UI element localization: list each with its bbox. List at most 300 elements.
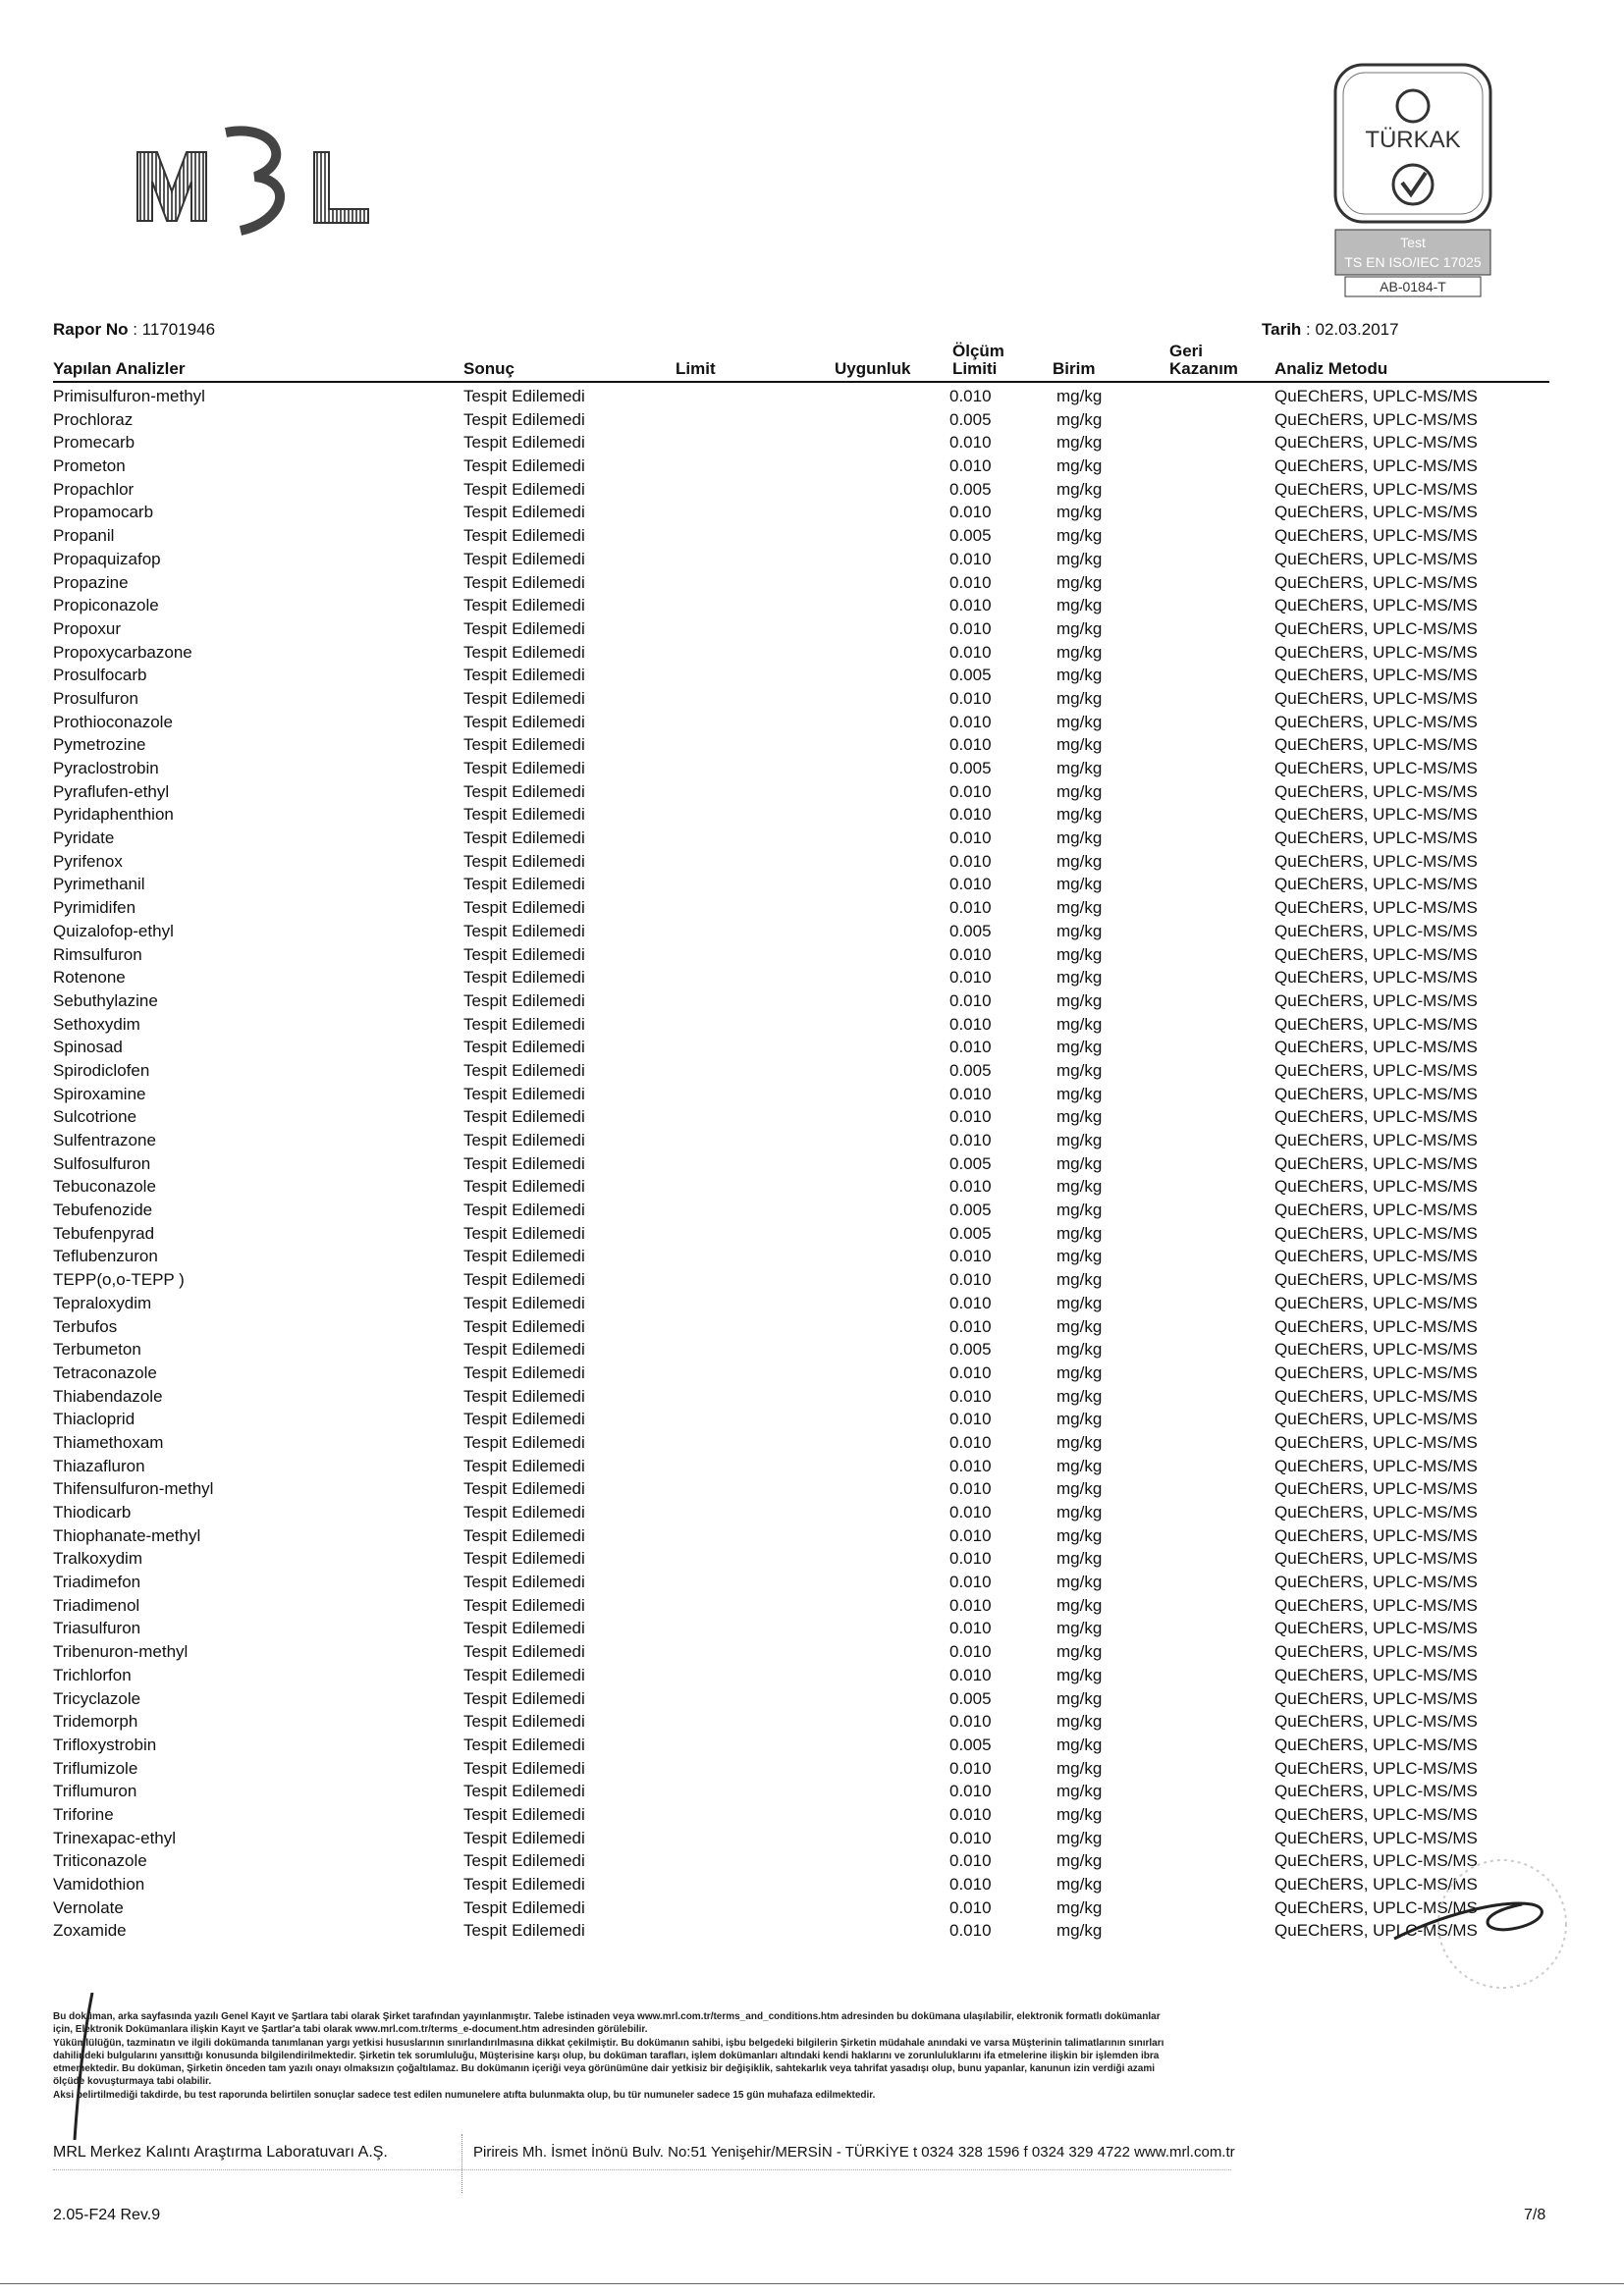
loq-value: 0.010 (949, 1362, 992, 1382)
loq-value: 0.010 (949, 1503, 992, 1522)
loq-value: 0.010 (949, 1525, 992, 1545)
method-value: QuEChERS, UPLC-MS/MS (1274, 968, 1478, 988)
analysis-name: Primisulfuron-methyl (53, 387, 205, 405)
method-value: QuEChERS, UPLC-MS/MS (1274, 1828, 1478, 1847)
method-value: QuEChERS, UPLC-MS/MS (1274, 688, 1478, 708)
analysis-name: Tebuconazole (53, 1177, 156, 1197)
table-row (53, 454, 1549, 478)
result-value: Tespit Edilemedi (463, 1573, 585, 1592)
result-value: Tespit Edilemedi (463, 1828, 585, 1847)
loq-value: 0.010 (949, 618, 992, 638)
table-row (53, 431, 1549, 454)
result-value: Tespit Edilemedi (463, 1153, 585, 1173)
method-value: QuEChERS, UPLC-MS/MS (1274, 1479, 1478, 1499)
loq-value: 0.010 (949, 1131, 992, 1149)
legal-note-line: dahilindeki bulgularını yansıttığı konusunda bilgilendirilmektedir. Şirketin tek sorumluluğu, Müşterisine karşı olup, bu doküman tarafları, işlem dokümanları altındaki kendi haklarını ve zorunluluklarını ifa etmelerine ilişkin bir işlemden ibra (53, 2050, 1160, 2061)
result-value: Tespit Edilemedi (463, 526, 585, 546)
header-result: Sonuç (463, 359, 514, 378)
method-value: QuEChERS, UPLC-MS/MS (1274, 1875, 1478, 1894)
unit-value: mg/kg (1056, 1223, 1103, 1243)
results-table-body (53, 385, 1549, 1943)
result-value: Tespit Edilemedi (463, 1595, 585, 1615)
loq-value: 0.005 (949, 1153, 992, 1173)
loq-value: 0.005 (949, 1060, 992, 1080)
unit-value: mg/kg (1056, 549, 1103, 568)
unit-value: mg/kg (1056, 1410, 1103, 1429)
loq-value: 0.005 (949, 1340, 992, 1360)
result-value: Tespit Edilemedi (463, 1525, 585, 1545)
turkak-standard-line2: TS EN ISO/IEC 17025 (1344, 254, 1482, 270)
method-value: QuEChERS, UPLC-MS/MS (1274, 1410, 1478, 1429)
analysis-name: Tetraconazole (53, 1362, 157, 1382)
analysis-name: Propazine (53, 572, 129, 592)
method-value: QuEChERS, UPLC-MS/MS (1274, 1153, 1478, 1173)
method-value: QuEChERS, UPLC-MS/MS (1274, 1432, 1478, 1452)
loq-value: 0.010 (949, 549, 992, 568)
unit-value: mg/kg (1056, 1782, 1103, 1801)
result-value: Tespit Edilemedi (463, 1293, 585, 1312)
method-value: QuEChERS, UPLC-MS/MS (1274, 1897, 1478, 1917)
table-row (53, 1687, 1549, 1711)
loq-value: 0.010 (949, 968, 992, 988)
analysis-name: Prometon (53, 456, 126, 476)
unit-value: mg/kg (1056, 1758, 1103, 1778)
loq-value: 0.010 (949, 1386, 992, 1406)
loq-value: 0.005 (949, 759, 992, 777)
header-method: Analiz Metodu (1274, 359, 1388, 378)
table-row (53, 943, 1549, 967)
result-value: Tespit Edilemedi (463, 1362, 585, 1382)
loq-value: 0.010 (949, 1573, 992, 1592)
result-value: Tespit Edilemedi (463, 1316, 585, 1336)
analysis-name: Tebufenpyrad (53, 1223, 155, 1243)
analysis-name: Prochloraz (53, 409, 134, 429)
unit-value: mg/kg (1056, 409, 1103, 429)
unit-value: mg/kg (1056, 781, 1103, 801)
method-value: QuEChERS, UPLC-MS/MS (1274, 1503, 1478, 1522)
method-value: QuEChERS, UPLC-MS/MS (1274, 875, 1478, 894)
table-row (53, 1803, 1549, 1827)
loq-value: 0.010 (949, 1293, 992, 1312)
unit-value: mg/kg (1056, 1525, 1103, 1545)
unit-value: mg/kg (1056, 456, 1103, 476)
analysis-name: Rotenone (53, 968, 126, 988)
loq-value: 0.010 (949, 781, 992, 801)
unit-value: mg/kg (1056, 759, 1103, 777)
method-value: QuEChERS, UPLC-MS/MS (1274, 1688, 1478, 1708)
method-value: QuEChERS, UPLC-MS/MS (1274, 549, 1478, 568)
unit-value: mg/kg (1056, 735, 1103, 755)
analysis-name: Pymetrozine (53, 735, 146, 755)
method-value: QuEChERS, UPLC-MS/MS (1274, 781, 1478, 801)
loq-value: 0.010 (949, 851, 992, 871)
result-value: Tespit Edilemedi (463, 1503, 585, 1522)
method-value: QuEChERS, UPLC-MS/MS (1274, 456, 1478, 476)
loq-value: 0.010 (949, 712, 992, 731)
header-loq-line1: Ölçüm (952, 342, 1004, 360)
header-compliance: Uygunluk (835, 359, 911, 378)
result-value: Tespit Edilemedi (463, 712, 585, 731)
analysis-name: Thiophanate-methyl (53, 1525, 201, 1545)
unit-value: mg/kg (1056, 1642, 1103, 1662)
method-value: QuEChERS, UPLC-MS/MS (1274, 1758, 1478, 1778)
loq-value: 0.010 (949, 828, 992, 848)
unit-value: mg/kg (1056, 898, 1103, 918)
method-value: QuEChERS, UPLC-MS/MS (1274, 1038, 1478, 1057)
result-value: Tespit Edilemedi (463, 1642, 585, 1662)
method-value: QuEChERS, UPLC-MS/MS (1274, 1060, 1478, 1080)
loq-value: 0.010 (949, 433, 992, 453)
unit-value: mg/kg (1056, 1665, 1103, 1684)
result-value: Tespit Edilemedi (463, 1247, 585, 1266)
analysis-name: Pyridate (53, 828, 115, 848)
turkak-standard-line1: Test (1400, 235, 1426, 250)
table-row (53, 1083, 1549, 1106)
unit-value: mg/kg (1056, 1270, 1103, 1290)
result-value: Tespit Edilemedi (463, 1014, 585, 1034)
table-row (53, 1757, 1549, 1781)
loq-value: 0.010 (949, 1851, 992, 1871)
analysis-name: Sethoxydim (53, 1014, 140, 1034)
loq-value: 0.010 (949, 990, 992, 1010)
unit-value: mg/kg (1056, 387, 1103, 405)
loq-value: 0.010 (949, 944, 992, 964)
table-row (53, 1315, 1549, 1339)
loq-value: 0.005 (949, 1735, 992, 1754)
result-value: Tespit Edilemedi (463, 1549, 585, 1569)
unit-value: mg/kg (1056, 1362, 1103, 1382)
loq-value: 0.005 (949, 526, 992, 546)
table-row (53, 1617, 1549, 1640)
table-row (53, 827, 1549, 850)
unit-value: mg/kg (1056, 1688, 1103, 1708)
unit-value: mg/kg (1056, 1828, 1103, 1847)
result-value: Tespit Edilemedi (463, 503, 585, 522)
result-value: Tespit Edilemedi (463, 851, 585, 871)
unit-value: mg/kg (1056, 1107, 1103, 1127)
loq-value: 0.010 (949, 1642, 992, 1662)
table-row (53, 478, 1549, 502)
result-value: Tespit Edilemedi (463, 456, 585, 476)
unit-value: mg/kg (1056, 1060, 1103, 1080)
analysis-name: Zoxamide (53, 1921, 127, 1941)
unit-value: mg/kg (1056, 503, 1103, 522)
table-row (53, 594, 1549, 617)
analysis-name: Quizalofop-ethyl (53, 921, 174, 940)
analysis-name: Thiacloprid (53, 1410, 135, 1429)
unit-value: mg/kg (1056, 1595, 1103, 1615)
method-value: QuEChERS, UPLC-MS/MS (1274, 387, 1478, 405)
analysis-name: Trinexapac-ethyl (53, 1828, 177, 1847)
result-value: Tespit Edilemedi (463, 1758, 585, 1778)
method-value: QuEChERS, UPLC-MS/MS (1274, 944, 1478, 964)
method-value: QuEChERS, UPLC-MS/MS (1274, 828, 1478, 848)
analysis-name: Thiazafluron (53, 1456, 145, 1475)
table-row (53, 1547, 1549, 1571)
table-row (53, 1385, 1549, 1409)
loq-value: 0.010 (949, 1107, 992, 1127)
table-row (53, 1664, 1549, 1687)
table-row (53, 1362, 1549, 1385)
result-value: Tespit Edilemedi (463, 688, 585, 708)
result-value: Tespit Edilemedi (463, 1665, 585, 1684)
method-value: QuEChERS, UPLC-MS/MS (1274, 1782, 1478, 1801)
method-value: QuEChERS, UPLC-MS/MS (1274, 1362, 1478, 1382)
method-value: QuEChERS, UPLC-MS/MS (1274, 409, 1478, 429)
analysis-name: Tralkoxydim (53, 1549, 142, 1569)
unit-value: mg/kg (1056, 688, 1103, 708)
footer-rule (53, 2169, 1231, 2170)
footer-divider (461, 2134, 463, 2193)
result-value: Tespit Edilemedi (463, 828, 585, 848)
result-value: Tespit Edilemedi (463, 1735, 585, 1754)
analysis-name: Prosulfocarb (53, 666, 147, 685)
unit-value: mg/kg (1056, 1897, 1103, 1917)
method-value: QuEChERS, UPLC-MS/MS (1274, 1131, 1478, 1149)
report-number-label: Rapor No (53, 320, 129, 339)
unit-value: mg/kg (1056, 1131, 1103, 1149)
loq-value: 0.010 (949, 1595, 992, 1615)
loq-value: 0.005 (949, 1201, 992, 1220)
table-row (53, 1571, 1549, 1594)
result-value: Tespit Edilemedi (463, 479, 585, 499)
header-limit: Limit (676, 359, 716, 378)
table-row (53, 1059, 1549, 1083)
unit-value: mg/kg (1056, 1804, 1103, 1824)
result-value: Tespit Edilemedi (463, 1340, 585, 1360)
analysis-name: Prothioconazole (53, 712, 173, 731)
unit-value: mg/kg (1056, 828, 1103, 848)
method-value: QuEChERS, UPLC-MS/MS (1274, 479, 1478, 499)
analysis-name: Spiroxamine (53, 1084, 146, 1103)
method-value: QuEChERS, UPLC-MS/MS (1274, 898, 1478, 918)
analysis-name: Pyraclostrobin (53, 759, 159, 777)
method-value: QuEChERS, UPLC-MS/MS (1274, 503, 1478, 522)
unit-value: mg/kg (1056, 1340, 1103, 1360)
result-value: Tespit Edilemedi (463, 944, 585, 964)
result-value: Tespit Edilemedi (463, 990, 585, 1010)
result-value: Tespit Edilemedi (463, 759, 585, 777)
method-value: QuEChERS, UPLC-MS/MS (1274, 1223, 1478, 1243)
legal-note-line: Yükümlülüğün, tazminatın ve ilgili dokümanda tanımlanan yargı yetkisi hususlarının sınırlandırılmasına dikkat çekilmiştir. Bu dokümanın sahibi, işbu belgedeki bilgilerin Şirketin müdahale anındaki ve varsa Müşterinin talimatlarının sınırları (53, 2037, 1164, 2049)
result-value: Tespit Edilemedi (463, 1479, 585, 1499)
table-row (53, 989, 1549, 1013)
loq-value: 0.010 (949, 1665, 992, 1684)
result-value: Tespit Edilemedi (463, 1619, 585, 1638)
loq-value: 0.010 (949, 805, 992, 825)
result-value: Tespit Edilemedi (463, 1223, 585, 1243)
legal-note-line: için, Elektronik Dokümanlara ilişkin Kayıt ve Şartlar'a tabi olarak www.mrl.com.tr/terms_e-document.htm adresinden görülebilir. (53, 2024, 648, 2036)
loq-value: 0.010 (949, 1014, 992, 1034)
analysis-name: Rimsulfuron (53, 944, 142, 964)
result-value: Tespit Edilemedi (463, 1201, 585, 1220)
table-row (53, 1477, 1549, 1501)
analysis-name: Pyrimethanil (53, 875, 145, 894)
loq-value: 0.005 (949, 921, 992, 940)
method-value: QuEChERS, UPLC-MS/MS (1274, 805, 1478, 825)
loq-value: 0.010 (949, 456, 992, 476)
analysis-name: Trichlorfon (53, 1665, 132, 1684)
legal-note-line: ölçüde kovuşturmaya tabi olabilir. (53, 2076, 212, 2088)
table-row (53, 711, 1549, 734)
analysis-name: Pyrimidifen (53, 898, 136, 918)
analysis-name: Pyridaphenthion (53, 805, 174, 825)
loq-value: 0.010 (949, 1410, 992, 1429)
method-value: QuEChERS, UPLC-MS/MS (1274, 921, 1478, 940)
analysis-name: Thiabendazole (53, 1386, 163, 1406)
analysis-name: Sebuthylazine (53, 990, 158, 1010)
table-row (53, 1710, 1549, 1734)
loq-value: 0.010 (949, 642, 992, 662)
analysis-name: Triadimenol (53, 1595, 140, 1615)
header-loq-line2: Limiti (952, 359, 998, 378)
unit-value: mg/kg (1056, 1247, 1103, 1266)
loq-value: 0.010 (949, 1828, 992, 1847)
unit-value: mg/kg (1056, 1293, 1103, 1312)
table-row (53, 548, 1549, 571)
unit-value: mg/kg (1056, 479, 1103, 499)
loq-value: 0.010 (949, 1084, 992, 1103)
loq-value: 0.010 (949, 1619, 992, 1638)
unit-value: mg/kg (1056, 1921, 1103, 1941)
footer-company: MRL Merkez Kalıntı Araştırma Laboratuvarı A.Ş. (53, 2144, 388, 2161)
analysis-name: Triadimefon (53, 1573, 141, 1592)
result-value: Tespit Edilemedi (463, 1060, 585, 1080)
unit-value: mg/kg (1056, 1201, 1103, 1220)
method-value: QuEChERS, UPLC-MS/MS (1274, 1549, 1478, 1569)
legal-notes (53, 2010, 1577, 2102)
loq-value: 0.010 (949, 1782, 992, 1801)
analysis-name: Pyraflufen-ethyl (53, 781, 170, 801)
result-value: Tespit Edilemedi (463, 666, 585, 685)
analysis-name: Tricyclazole (53, 1688, 141, 1708)
method-value: QuEChERS, UPLC-MS/MS (1274, 1619, 1478, 1638)
table-row (53, 1175, 1549, 1199)
analysis-name: Thifensulfuron-methyl (53, 1479, 214, 1499)
result-value: Tespit Edilemedi (463, 1782, 585, 1801)
report-number-value: 11701946 (141, 320, 216, 339)
analysis-name: Terbumeton (53, 1340, 141, 1360)
method-value: QuEChERS, UPLC-MS/MS (1274, 990, 1478, 1010)
footer-address: Pirireis Mh. İsmet İnönü Bulv. No:51 Yenişehir/MERSİN - TÜRKİYE t 0324 328 1596 f 0324 329 4722 www.mrl.com.tr (473, 2144, 1235, 2161)
analysis-name: Tepraloxydim (53, 1293, 152, 1312)
unit-value: mg/kg (1056, 1875, 1103, 1894)
unit-value: mg/kg (1056, 968, 1103, 988)
method-value: QuEChERS, UPLC-MS/MS (1274, 1712, 1478, 1732)
report-number: Rapor No : 11701946 (53, 320, 216, 339)
loq-value: 0.005 (949, 666, 992, 685)
analysis-name: Propoxur (53, 618, 121, 638)
result-value: Tespit Edilemedi (463, 1386, 585, 1406)
analysis-name: Vernolate (53, 1897, 124, 1917)
table-row (53, 1199, 1549, 1222)
analysis-name: Triforine (53, 1804, 114, 1824)
table-row (53, 1268, 1549, 1292)
loq-value: 0.010 (949, 1177, 992, 1197)
result-value: Tespit Edilemedi (463, 387, 585, 405)
method-value: QuEChERS, UPLC-MS/MS (1274, 1201, 1478, 1220)
report-date-value: 02.03.2017 (1315, 320, 1399, 339)
table-row (53, 664, 1549, 687)
method-value: QuEChERS, UPLC-MS/MS (1274, 1177, 1478, 1197)
result-value: Tespit Edilemedi (463, 1107, 585, 1127)
method-value: QuEChERS, UPLC-MS/MS (1274, 1084, 1478, 1103)
table-row (53, 1455, 1549, 1478)
method-value: QuEChERS, UPLC-MS/MS (1274, 1340, 1478, 1360)
table-row (53, 920, 1549, 943)
table-row (53, 757, 1549, 780)
header-unit: Birim (1053, 359, 1096, 378)
analysis-name: Sulfentrazone (53, 1131, 156, 1149)
table-row (53, 1129, 1549, 1152)
analysis-name: Triticonazole (53, 1851, 147, 1871)
report-date-label: Tarih (1262, 320, 1302, 339)
method-value: QuEChERS, UPLC-MS/MS (1274, 1735, 1478, 1754)
method-value: QuEChERS, UPLC-MS/MS (1274, 851, 1478, 871)
analysis-name: Propamocarb (53, 503, 154, 522)
unit-value: mg/kg (1056, 1084, 1103, 1103)
unit-value: mg/kg (1056, 596, 1103, 615)
table-row (53, 1431, 1549, 1455)
unit-value: mg/kg (1056, 1851, 1103, 1871)
unit-value: mg/kg (1056, 1177, 1103, 1197)
analysis-name: Triflumuron (53, 1782, 137, 1801)
method-value: QuEChERS, UPLC-MS/MS (1274, 735, 1478, 755)
table-row (53, 1734, 1549, 1757)
loq-value: 0.010 (949, 875, 992, 894)
table-row (53, 873, 1549, 896)
unit-value: mg/kg (1056, 944, 1103, 964)
turkak-accreditation-logo (1327, 57, 1498, 298)
loq-value: 0.010 (949, 1038, 992, 1057)
loq-value: 0.010 (949, 1875, 992, 1894)
table-row (53, 1292, 1549, 1315)
result-value: Tespit Edilemedi (463, 1897, 585, 1917)
result-value: Tespit Edilemedi (463, 1712, 585, 1732)
report-date: Tarih : 02.03.2017 (1262, 320, 1399, 339)
result-value: Tespit Edilemedi (463, 781, 585, 801)
method-value: QuEChERS, UPLC-MS/MS (1274, 1665, 1478, 1684)
analysis-name: Propachlor (53, 479, 135, 499)
method-value: QuEChERS, UPLC-MS/MS (1274, 666, 1478, 685)
result-value: Tespit Edilemedi (463, 1038, 585, 1057)
analysis-name: Propaquizafop (53, 549, 161, 568)
result-value: Tespit Edilemedi (463, 1875, 585, 1894)
table-row (53, 524, 1549, 548)
loq-value: 0.005 (949, 479, 992, 499)
analysis-name: Spirodiclofen (53, 1060, 150, 1080)
table-row (53, 1222, 1549, 1246)
unit-value: mg/kg (1056, 642, 1103, 662)
loq-value: 0.010 (949, 1432, 992, 1452)
result-value: Tespit Edilemedi (463, 1432, 585, 1452)
method-value: QuEChERS, UPLC-MS/MS (1274, 572, 1478, 592)
analysis-name: Sulcotrione (53, 1107, 137, 1127)
loq-value: 0.010 (949, 898, 992, 918)
unit-value: mg/kg (1056, 1432, 1103, 1452)
analysis-name: Triflumizole (53, 1758, 138, 1778)
loq-value: 0.010 (949, 735, 992, 755)
table-row (53, 687, 1549, 711)
loq-value: 0.010 (949, 387, 992, 405)
loq-value: 0.010 (949, 1270, 992, 1290)
unit-value: mg/kg (1056, 666, 1103, 685)
method-value: QuEChERS, UPLC-MS/MS (1274, 1270, 1478, 1290)
analysis-name: Thiamethoxam (53, 1432, 164, 1452)
method-value: QuEChERS, UPLC-MS/MS (1274, 1293, 1478, 1312)
table-row (53, 1245, 1549, 1268)
result-value: Tespit Edilemedi (463, 409, 585, 429)
